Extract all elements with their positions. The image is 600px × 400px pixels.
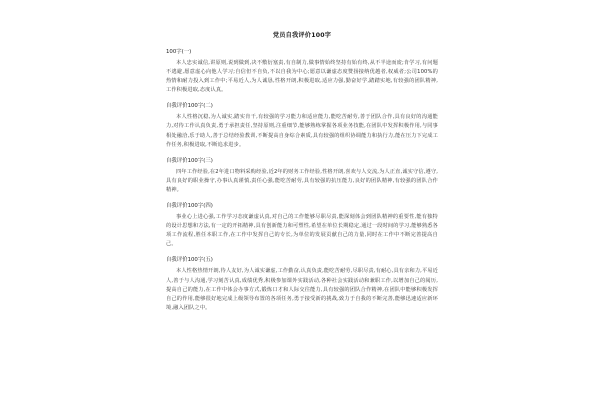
section-heading: 自我评价100字(四) [166, 203, 213, 210]
section-paragraph: 事业心上进心强,工作学习态度谦虚认真,对自己的工作能够尽职尽责,能深刻体会到团队精神的重要性,能有独特的设计思想和方法,有一定的开拓精神,具有创新能力和可塑性,希望在单位长期稳定,通过一段时间的学习,能够熟悉各项工作流程,胜任本职工作,在工作中发挥自己的专长,为单位的发展贡献自己的力量,同时在工作中不断完善提高自己。 [166, 214, 438, 248]
section-paragraph: 本人忠实诚信,讲原则,说到做到,决不敷衍塞责,有自制力,做事情始终坚持有始有终,从不半途而废;肯学习,有问题不逃避,愿意虚心向他人学习;自信但不自负,不以自我为中心;愿意以谦虚态度赞扬接纳优越者,权威者;公司100%的热情和耐力投入到工作中;平易近人,为人诚恳,性格开朗,积极进取,适应力强,勤奋好学,踏踏实地,有较强的团队精神,工作积极进取,态度认真。 [166, 60, 438, 94]
section-heading: 100字(一) [166, 49, 192, 55]
section-3 [166, 156, 438, 195]
section-heading: 自我评价100字(二) [166, 103, 213, 110]
section-heading: 自我评价100字(三) [166, 157, 213, 164]
section-paragraph: 本人性格沉稳,为人诚实,踏实肯干,有较强的学习能力和适应能力,能吃苦耐劳,善于团队合作,具有良好的沟通能力,对待工作认真负责,勇于承担责任,坚持原则,注重细节,能够熟练掌握各项业务技能,在团队中发挥积极作用,与同事相处融洽,乐于助人,善于总结经验教训,不断提高自身综合素质,具有较强的组织协调能力和执行力,能在压力下完成工作任务,积极进取,不断追求进步。 [166, 114, 438, 148]
section-heading: 自我评价100字(五) [166, 257, 213, 264]
section-5 [166, 255, 438, 312]
section-paragraph: 四年工作经验,在2年进口物料采购经验,近2年的财务工作经验,性格开朗,喜欢与人交流,为人正直,诚实守信,遵守,具有良好的职业操守,办事认真谨慎,责任心强,能吃苦耐劳,具有较强的抗压能力,良好的团队精神,有较强的团队合作精神。 [166, 168, 438, 193]
section-paragraph: 本人性格热情开朗,待人友好,为人诚实谦虚,工作勤奋,认真负责,能吃苦耐劳,尽职尽责,有耐心,具有亲和力,平易近人,善于与人沟通,学习刻苦认真,成绩优秀,积极参加课外实践活动,各种社会实践活动和兼职工作,以增加自己的阅历,提高自己的能力,在工作中体会办事方式,锻炼口才和人际交往能力,具有较强的团队合作精神,在团队中能够积极发挥自己的作用,能够很好地完成上级领导布置的各项任务,勇于接受新的挑战,致力于自我的不断完善,能够迅速适应新环境,融入团队之中。 [166, 268, 438, 311]
document-title: 党员自我评价100字 [272, 32, 332, 39]
section-1 [166, 47, 438, 95]
section-2 [166, 101, 438, 149]
section-4 [166, 201, 438, 249]
document-page [166, 30, 438, 396]
